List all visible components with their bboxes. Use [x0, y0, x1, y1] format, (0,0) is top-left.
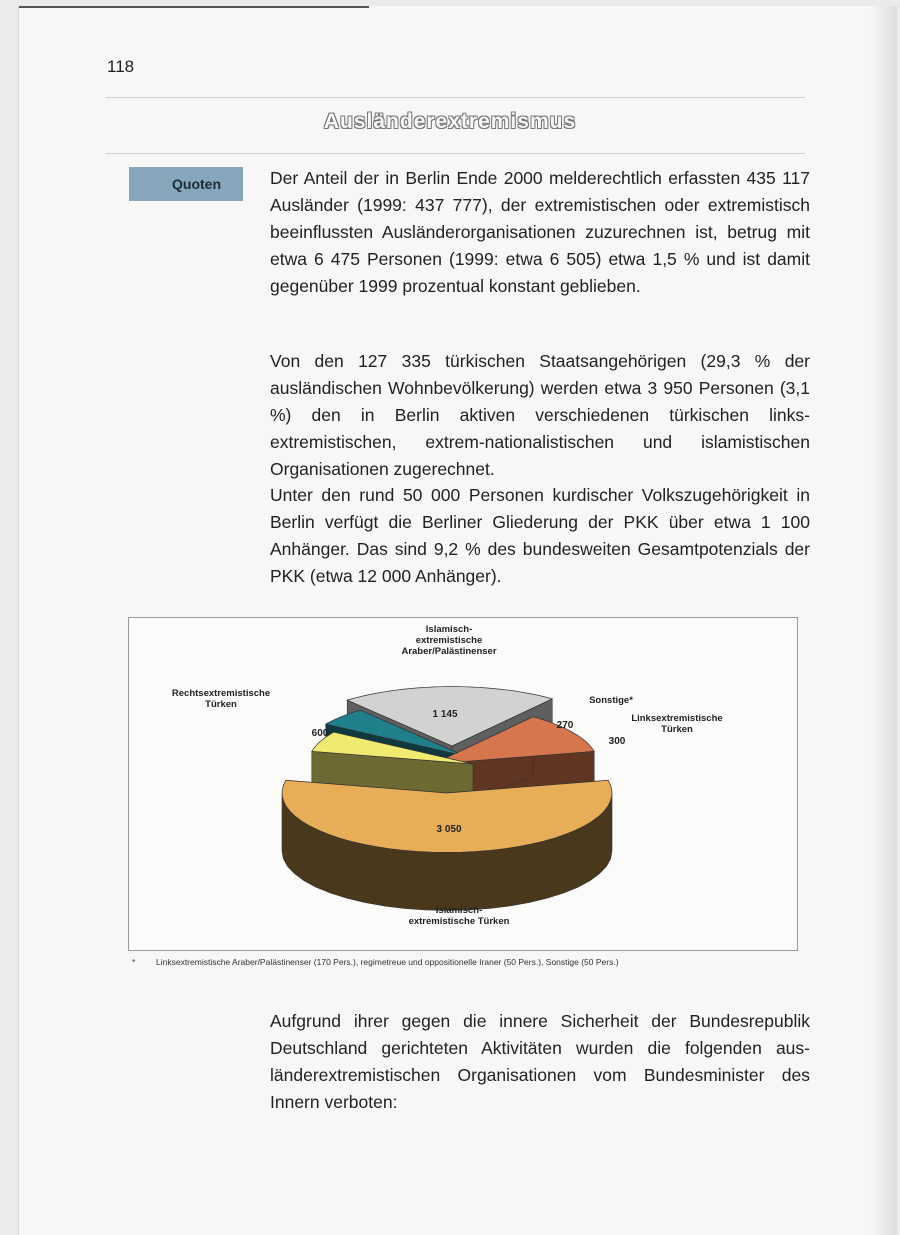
header-rule-bottom — [105, 153, 805, 154]
paragraph-3: Unter den rund 50 000 Personen kurdischer Volkszugehörigkeit in Berlin verfügt die Berliner Gliederung der PKK über etwa 1 100 Anhänger. Das sind 9,2 % des bundesweiten Gesamtpotenzials der PKK (etwa 12 000 Anhänger). — [270, 485, 810, 586]
header-rule-top — [105, 97, 805, 98]
page-number: 118 — [107, 57, 135, 76]
pie-category-label-4: Linksextremistische Türken — [631, 713, 723, 735]
footnote-text: Linksextremistische Araber/Palästinenser (170 Pers.), regimetreue und oppositionelle Iraner (50 Pers.), Sonstige (50 Pers.) — [156, 957, 619, 967]
footnote-marker: * — [132, 957, 136, 967]
pie-category-label-1: Rechtsextremistische Türken — [171, 688, 271, 710]
pie-category-label-0: Islamisch-extremistische Türken — [408, 905, 510, 927]
pie-value-label-3: 270 — [556, 720, 574, 731]
pie-chart-box — [128, 617, 798, 951]
pie-category-label-3: Sonstige* — [589, 695, 633, 706]
pie-value-label-1: 600 — [311, 728, 329, 739]
paragraph-4: Aufgrund ihrer gegen die innere Sicherheit der Bundesrepublik Deutschland gerichteten Aktivitäten wurden die folgenden ausländerextremistischen Organisationen vom Bundesminister des Innern verboten: — [270, 1011, 810, 1112]
pie-value-label-0: 3 050 — [436, 824, 462, 835]
pie-category-label-2: Islamisch-extremistische Araber/Palästinenser — [401, 624, 497, 657]
pie-value-label-2: 1 145 — [432, 709, 458, 720]
page-gutter-shadow — [871, 6, 897, 1235]
pie-slice-0 — [282, 780, 612, 910]
pie-value-label-4: 300 — [608, 736, 626, 747]
page-title: Ausländerextremismus — [323, 110, 577, 133]
top-edge-line — [19, 6, 369, 8]
paragraph-2: Von den 127 335 türkischen Staatsangehörigen (29,3 % der ausländischen Wohnbevölkerung) werden etwa 3 950 Personen (3,1 %) den in Berlin aktiven verschiedenen türkischen linksextremistischen, extrem-nationalistischen und islamistischen Organisationen zugerechnet. — [270, 351, 810, 479]
paragraph-1: Der Anteil der in Berlin Ende 2000 melderechtlich erfassten 435 117 Ausländer (1999: 437 777), der extremistischen oder extremistisch beeinflussten Ausländerorganisationen zuzurechnen ist, betrug mit etwa 6 475 Personen (1999: etwa 6 505) etwa 1,5 % und ist damit gegenüber 1999 prozentual konstant geblieben. — [270, 168, 810, 296]
side-tag-quoten: Quoten — [129, 167, 243, 201]
pie-chart — [129, 618, 797, 950]
